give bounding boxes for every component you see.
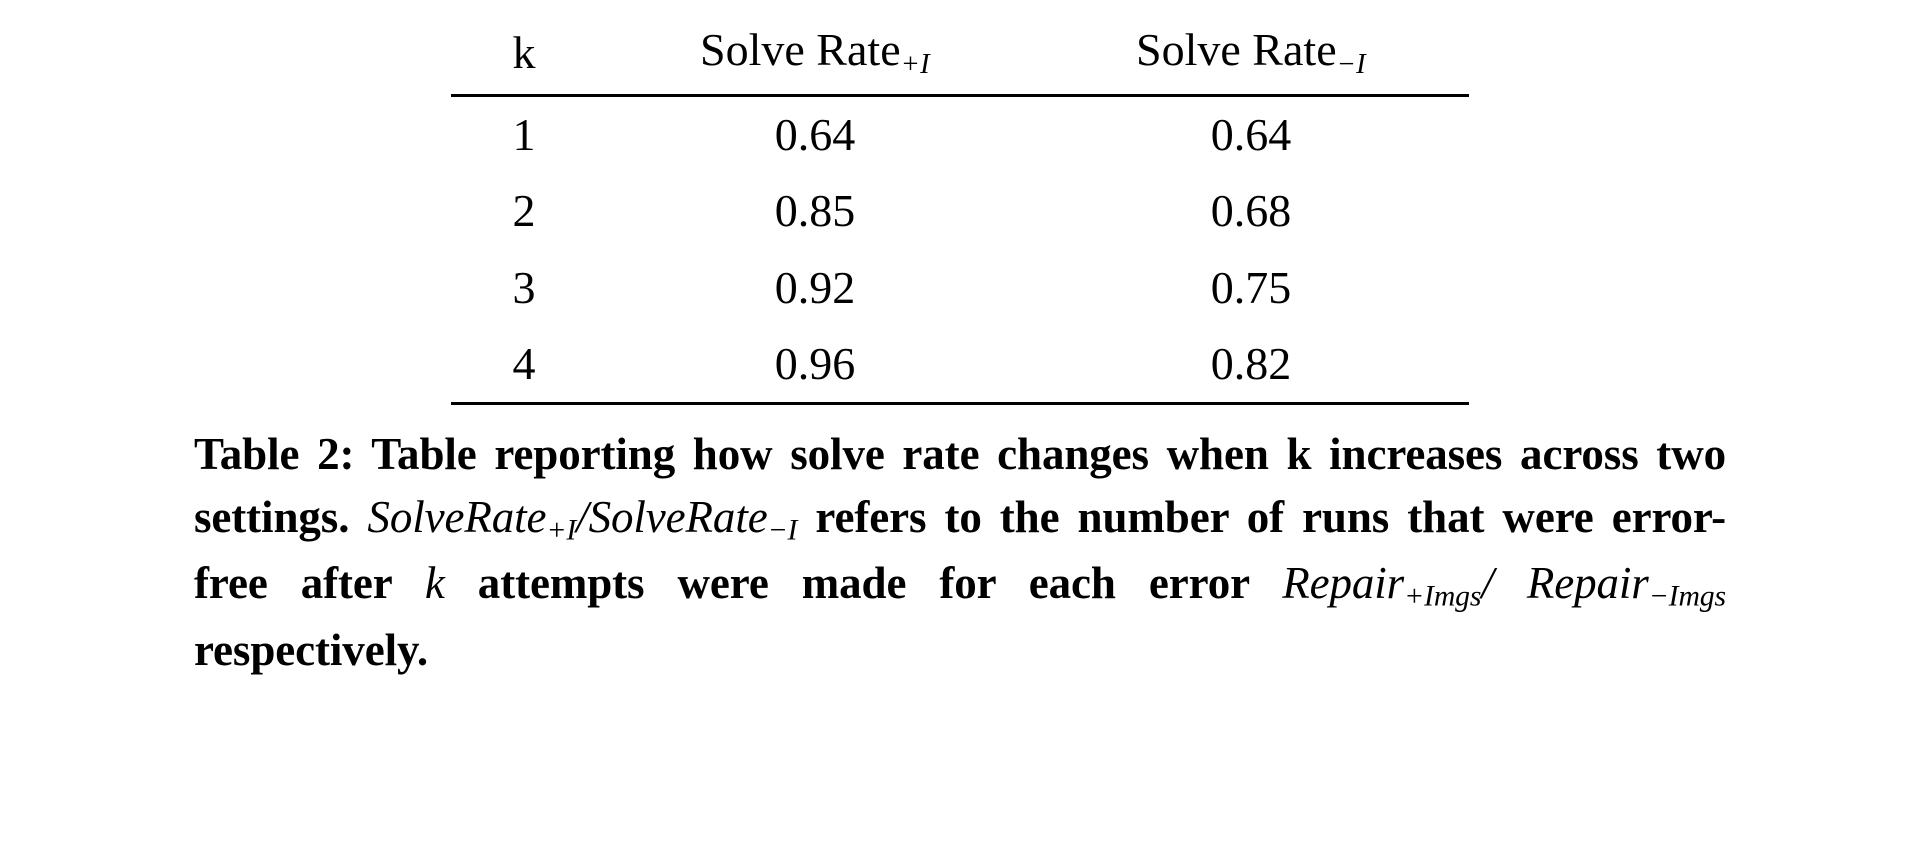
caption-math-solverate-minus: SolveRate$_{-I}$	[588, 492, 798, 547]
cell-k: 1	[512, 108, 536, 160]
caption-text-part4: respectively.	[194, 624, 429, 675]
caption-math-solverate-plus: SolveRate$_{+I}$	[367, 492, 577, 547]
cell-solve-rate-minus: 0.75	[1210, 261, 1292, 313]
cell-solve-rate-plus: 0.96	[597, 326, 1033, 404]
caption-slash-2: /	[1481, 558, 1527, 609]
cell-solve-rate-minus: 0.64	[1210, 108, 1292, 160]
cell-solve-rate-plus: 0.92	[774, 261, 856, 313]
caption-math-repair-plus-imgs: Repair$_{+Imgs}$	[1282, 558, 1482, 614]
solve-rate-table	[451, 18, 1469, 405]
table-container	[0, 0, 1920, 405]
column-header-solve-rate-plus-i: Solve Rate$_{+I}$	[700, 24, 930, 80]
caption-label: Table 2:	[194, 429, 355, 480]
table-header-row	[451, 18, 1469, 95]
subscript-plus-i: +I	[900, 48, 930, 80]
column-header-k: k	[512, 26, 536, 78]
cell-solve-rate-minus: 0.82	[1033, 326, 1469, 404]
cell-solve-rate-plus: 0.64	[774, 108, 856, 160]
cell-k: 2	[512, 185, 536, 237]
caption-text-part3: attempts were made for each error	[444, 558, 1283, 609]
caption-slash-1: /	[576, 492, 589, 543]
caption-math-repair-minus-imgs: Repair$_{-Imgs}$	[1526, 558, 1726, 614]
table-caption	[194, 423, 1726, 682]
table-row	[451, 326, 1469, 404]
column-header-solve-rate-minus-i: Solve Rate$_{-I}$	[1136, 24, 1366, 80]
table-header	[451, 18, 1469, 95]
subscript-minus-i: −I	[1336, 48, 1366, 80]
cell-solve-rate-minus: 0.68	[1210, 185, 1292, 237]
cell-k: 3	[512, 261, 536, 313]
caption-text-part2: refers to the number of runs that were error-free after	[194, 492, 1727, 609]
cell-solve-rate-plus: 0.85	[774, 185, 856, 237]
caption-text-part1: Table reporting how solve rate changes when k increases across two settings.	[194, 429, 1726, 543]
cell-k: 4	[451, 326, 597, 404]
table-row	[451, 250, 1469, 326]
caption-math-k: k	[424, 558, 445, 609]
table-row	[451, 95, 1469, 173]
table-body	[451, 95, 1469, 403]
table-row	[451, 173, 1469, 249]
